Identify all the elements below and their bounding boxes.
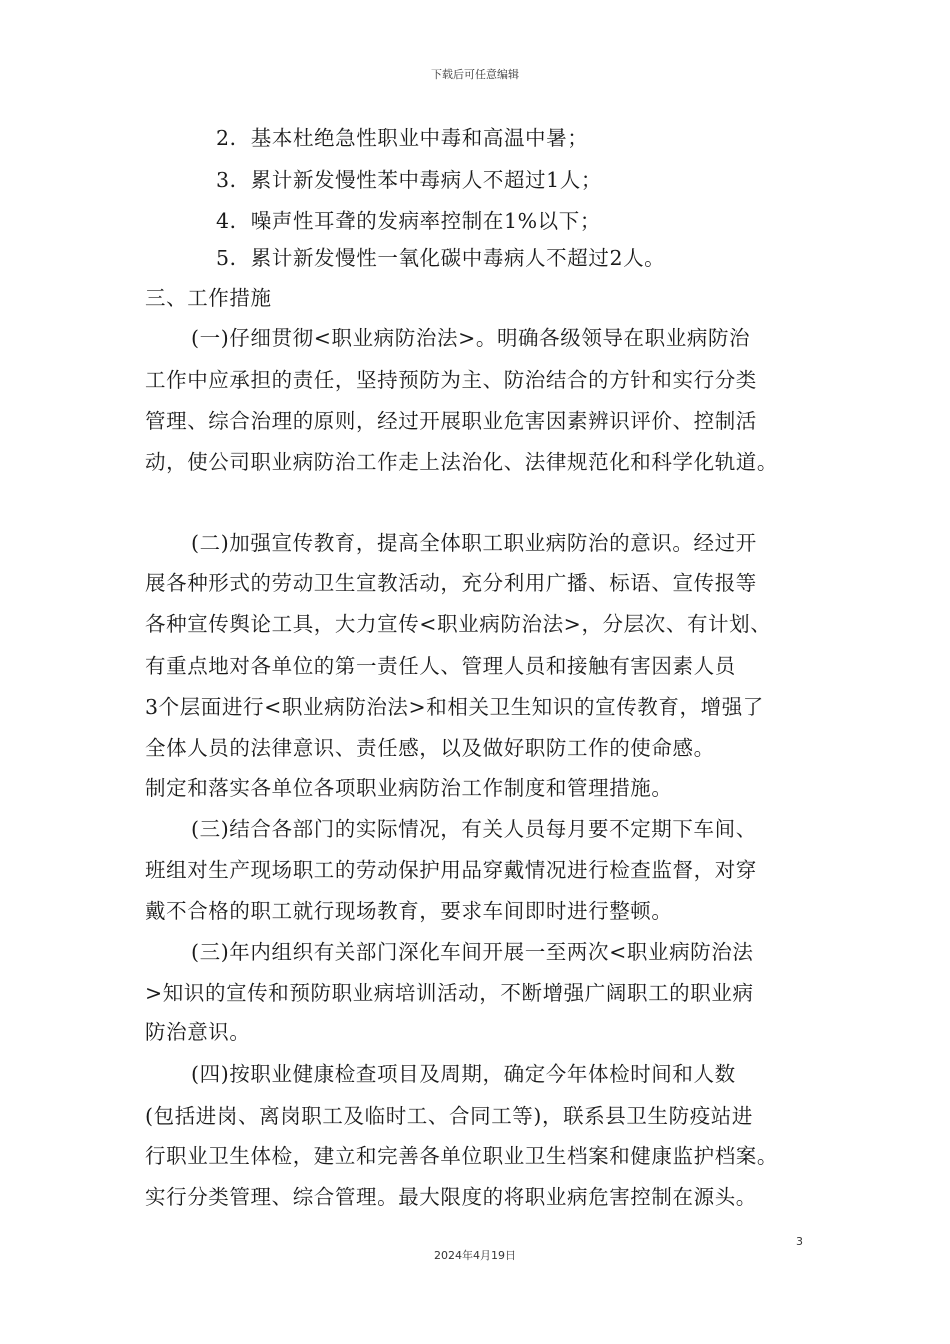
text-line: 戴不合格的职工就行现场教育，要求车间即时进行整顿。 <box>145 899 673 923</box>
text-line: 动，使公司职业病防治工作走上法治化、法律规范化和科学化轨道。 <box>145 450 778 474</box>
text-line: (四)按职业健康检查项目及周期，确定今年体检时间和人数 <box>191 1062 736 1086</box>
text-line: (三)结合各部门的实际情况，有关人员每月要不定期下车间、 <box>191 817 757 841</box>
text-line: 全体人员的法律意识、责任感，以及做好职防工作的使命感。 <box>145 736 715 760</box>
text-line: 4．噪声性耳聋的发病率控制在1%以下； <box>216 209 601 233</box>
text-line: 行职业卫生体检，建立和完善各单位职业卫生档案和健康监护档案。 <box>145 1144 778 1168</box>
text-line: 实行分类管理、综合管理。最大限度的将职业病危害控制在源头。 <box>145 1185 757 1209</box>
text-line: 3个层面进行<职业病防治法>和相关卫生知识的宣传教育，增强了 <box>145 695 764 719</box>
text-line: (包括进岗、离岗职工及临时工、合同工等)，联系县卫生防疫站进 <box>145 1104 753 1128</box>
text-line: >知识的宣传和预防职业病培训活动，不断增强广阔职工的职业病 <box>145 981 754 1005</box>
page-header: 下载后可任意编辑 <box>431 68 519 81</box>
section-heading: 三、工作措施 <box>145 286 272 310</box>
page-number: 3 <box>796 1235 803 1248</box>
text-line: 展各种形式的劳动卫生宣教活动，充分利用广播、标语、宣传报等 <box>145 571 757 595</box>
text-line: 5．累计新发慢性一氧化碳中毒病人不超过2人。 <box>216 246 666 270</box>
text-line: 工作中应承担的责任，坚持预防为主、防治结合的方针和实行分类 <box>145 368 757 392</box>
text-line: 3．累计新发慢性苯中毒病人不超过1人； <box>216 168 602 192</box>
text-line: 有重点地对各单位的第一责任人、管理人员和接触有害因素人员 <box>145 654 736 678</box>
text-line: 各种宣传舆论工具，大力宣传<职业病防治法>，分层次、有计划、 <box>145 612 772 636</box>
text-line: 班组对生产现场职工的劳动保护用品穿戴情况进行检查监督，对穿 <box>145 858 757 882</box>
text-line: 防治意识。 <box>145 1020 251 1044</box>
text-line: 制定和落实各单位各项职业病防治工作制度和管理措施。 <box>145 776 673 800</box>
text-line: (一)仔细贯彻<职业病防治法>。明确各级领导在职业病防治 <box>191 326 751 350</box>
footer-date: 2024年4月19日 <box>434 1249 516 1262</box>
text-line: 2．基本杜绝急性职业中毒和高温中暑； <box>216 126 589 150</box>
text-line: (三)年内组织有关部门深化车间开展一至两次<职业病防治法 <box>191 940 754 964</box>
text-line: 管理、综合治理的原则，经过开展职业危害因素辨识评价、控制活 <box>145 409 757 433</box>
text-line: (二)加强宣传教育，提高全体职工职业病防治的意识。经过开 <box>191 531 757 555</box>
